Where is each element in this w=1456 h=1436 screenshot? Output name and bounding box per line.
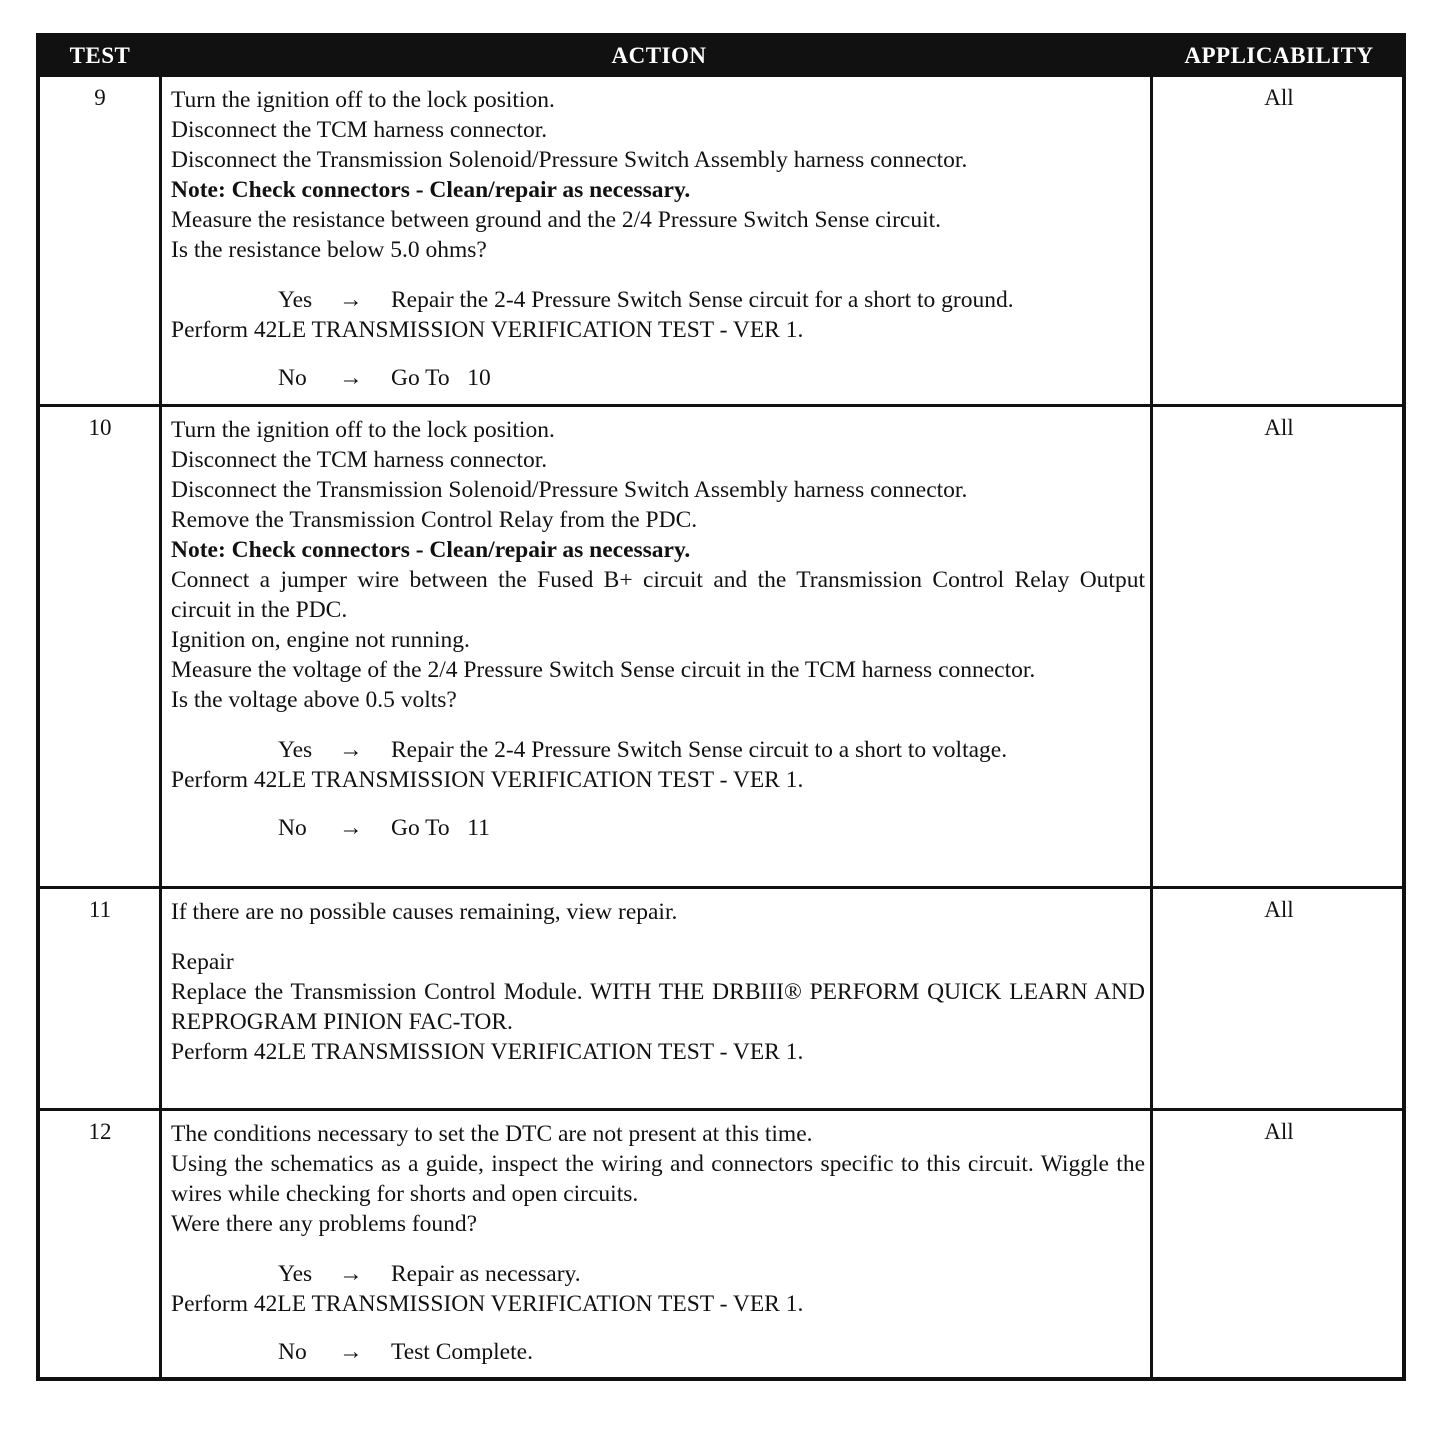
yes-action: Repair the 2-4 Pressure Switch Sense circuit to a short to voltage.	[391, 737, 1008, 763]
applicability-value: All	[1264, 1119, 1294, 1144]
repair-action: Replace the Transmission Control Module. WITH THE DRBIII® PERFORM QUICK LEARN AND REPROGRAM PINION FAC-TOR.	[171, 979, 1145, 1035]
action-step: Ignition on, engine not running.	[171, 627, 470, 653]
arrow-icon: →	[339, 737, 363, 763]
action-step: Disconnect the Transmission Solenoid/Pressure Switch Assembly harness connector.	[171, 147, 968, 173]
yes-branch	[171, 1259, 1145, 1289]
yes-branch	[171, 285, 1145, 315]
diagnostic-test-table	[36, 33, 1406, 1381]
applicability-value: All	[1264, 897, 1294, 922]
action-step: Disconnect the TCM harness connector.	[171, 117, 548, 143]
action-step: If there are no possible causes remaining, view repair.	[171, 899, 678, 925]
yes-action-followup: Perform 42LE TRANSMISSION VERIFICATION TEST - VER 1.	[171, 317, 804, 343]
applicability-value: All	[1264, 85, 1294, 110]
arrow-icon: →	[339, 365, 363, 391]
no-branch	[171, 1337, 1145, 1367]
no-action: Test Complete.	[391, 1339, 533, 1365]
action-step: Disconnect the Transmission Solenoid/Pressure Switch Assembly harness connector.	[171, 477, 968, 503]
action-cell	[171, 897, 1145, 1067]
arrow-icon: →	[339, 815, 363, 841]
action-step: Measure the resistance between ground and the 2/4 Pressure Switch Sense circuit.	[171, 207, 942, 233]
yes-label: Yes	[278, 1261, 313, 1287]
header-action: ACTION	[611, 43, 707, 68]
no-action: Go To 10	[391, 365, 491, 391]
action-cell	[171, 415, 1145, 843]
test-number: 10	[88, 415, 112, 440]
header-test: TEST	[69, 43, 131, 68]
action-question: Were there any problems found?	[171, 1211, 478, 1237]
yes-action-followup: Perform 42LE TRANSMISSION VERIFICATION TEST - VER 1.	[171, 767, 804, 793]
yes-label: Yes	[278, 287, 313, 313]
yes-action-followup: Perform 42LE TRANSMISSION VERIFICATION TEST - VER 1.	[171, 1291, 804, 1317]
yes-action: Repair as necessary.	[391, 1261, 581, 1287]
yes-branch	[171, 735, 1145, 765]
arrow-icon: →	[339, 1261, 363, 1287]
action-question: Is the resistance below 5.0 ohms?	[171, 237, 487, 263]
action-step: Connect a jumper wire between the Fused B+ circuit and the Transmission Control Relay Output circuit in the PDC.	[171, 567, 1145, 623]
action-step: The conditions necessary to set the DTC are not present at this time.	[171, 1121, 813, 1147]
applicability-value: All	[1264, 415, 1294, 440]
arrow-icon: →	[339, 1339, 363, 1365]
repair-action-followup: Perform 42LE TRANSMISSION VERIFICATION TEST - VER 1.	[171, 1039, 804, 1065]
no-action: Go To 11	[391, 815, 490, 841]
test-number: 9	[94, 85, 106, 110]
no-label: No	[278, 365, 307, 391]
action-step: Turn the ignition off to the lock position.	[171, 417, 555, 443]
test-number: 11	[88, 897, 112, 922]
table-row-test-10	[40, 407, 1402, 886]
table-row-test-12	[40, 1111, 1402, 1381]
action-question: Is the voltage above 0.5 volts?	[171, 687, 457, 713]
no-label: No	[278, 815, 307, 841]
no-label: No	[278, 1339, 307, 1365]
table-row-test-11	[40, 889, 1402, 1108]
no-branch	[171, 813, 1145, 843]
action-note: Note: Check connectors - Clean/repair as necessary.	[171, 177, 691, 203]
action-step: Measure the voltage of the 2/4 Pressure Switch Sense circuit in the TCM harness connector.	[171, 657, 1036, 683]
table-row-test-9	[40, 77, 1402, 404]
action-cell	[171, 85, 1145, 393]
yes-label: Yes	[278, 737, 313, 763]
test-number: 12	[88, 1119, 112, 1144]
action-note: Note: Check connectors - Clean/repair as necessary.	[171, 537, 691, 563]
action-step: Remove the Transmission Control Relay from the PDC.	[171, 507, 698, 533]
action-cell	[171, 1119, 1145, 1367]
table-header	[40, 37, 1402, 77]
action-step: Using the schematics as a guide, inspect the wiring and connectors specific to this circuit. Wiggle the wires while checking for shorts and open circuits.	[171, 1151, 1145, 1207]
yes-action: Repair the 2-4 Pressure Switch Sense circuit for a short to ground.	[391, 287, 1014, 313]
header-applicability: APPLICABILITY	[1184, 43, 1374, 68]
action-step: Turn the ignition off to the lock position.	[171, 87, 555, 113]
arrow-icon: →	[339, 287, 363, 313]
no-branch	[171, 363, 1145, 393]
action-step: Disconnect the TCM harness connector.	[171, 447, 548, 473]
repair-label: Repair	[171, 949, 234, 975]
